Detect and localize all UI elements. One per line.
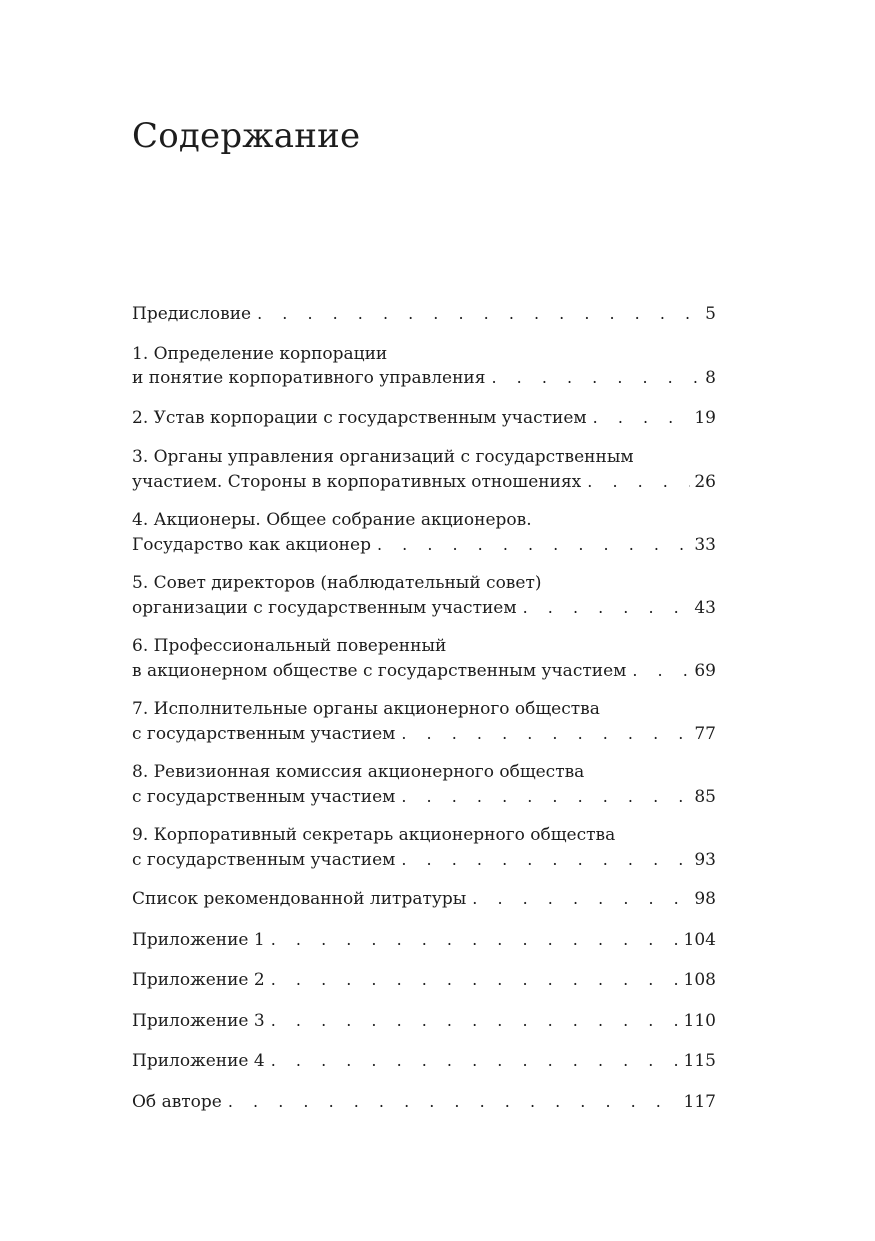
toc-page-number: 69 bbox=[694, 660, 716, 681]
dot-leader bbox=[395, 848, 690, 872]
toc-entry-title-line1: 4. Акционеры. Общее собрание акционеров. bbox=[132, 510, 532, 530]
toc-entry-title-line1: 3. Органы управления организаций с государственным bbox=[132, 447, 634, 467]
toc-entry-title: Приложение 3 bbox=[132, 1010, 265, 1031]
toc-entry-title: Приложение 1 bbox=[132, 929, 265, 950]
toc-page-number: 115 bbox=[683, 1051, 716, 1071]
page-title: Содержание bbox=[132, 116, 361, 156]
toc-entry[interactable] bbox=[132, 446, 716, 494]
toc-page-number: 93 bbox=[694, 849, 716, 870]
toc-page-number: 33 bbox=[694, 534, 716, 555]
dot-leader bbox=[626, 659, 690, 683]
dot-leader bbox=[265, 1009, 680, 1033]
toc-page-number: 77 bbox=[694, 723, 716, 744]
toc-page-number: 110 bbox=[683, 1010, 716, 1031]
toc-page-number: 8 bbox=[705, 368, 716, 388]
toc-entry-title: Список рекомендованной литратуры bbox=[132, 889, 467, 909]
toc-page-number: 104 bbox=[683, 929, 716, 950]
toc-entry-title: 2. Устав корпорации с государственным участием bbox=[132, 407, 587, 428]
toc-entry-title-line1: 7. Исполнительные органы акционерного общества bbox=[132, 699, 600, 719]
toc-page-number: 117 bbox=[683, 1091, 716, 1112]
toc-entry-title: с государственным участием bbox=[132, 786, 396, 807]
toc-entry[interactable] bbox=[132, 698, 716, 746]
toc-entry-title: Об авторе bbox=[132, 1091, 222, 1112]
toc-entry[interactable] bbox=[132, 302, 716, 327]
toc-entry[interactable] bbox=[132, 887, 716, 912]
toc-page-number: 5 bbox=[705, 304, 716, 324]
toc-entry-title: в акционерном обществе с государственным участием bbox=[132, 660, 627, 681]
toc-entry-title-line1: 6. Профессиональный поверенный bbox=[132, 636, 447, 656]
toc-entry[interactable] bbox=[132, 1009, 716, 1034]
dot-leader bbox=[517, 596, 691, 620]
dot-leader bbox=[265, 928, 680, 952]
toc-entry-title-line1: 5. Совет директоров (наблюдательный совет) bbox=[132, 573, 542, 593]
toc-entry[interactable] bbox=[132, 1090, 716, 1115]
toc-entry[interactable] bbox=[132, 1049, 716, 1074]
dot-leader bbox=[395, 785, 690, 809]
toc-entry-title-line1: 9. Корпоративный секретарь акционерного общества bbox=[132, 825, 616, 845]
dot-leader bbox=[466, 887, 690, 911]
toc-entry[interactable] bbox=[132, 824, 716, 872]
toc-entry-title: с государственным участием bbox=[132, 849, 396, 870]
table-of-contents bbox=[132, 302, 716, 1130]
toc-entry-title: Государство как акционер bbox=[132, 534, 371, 555]
toc-page-number: 108 bbox=[683, 970, 716, 990]
toc-entry-title: Приложение 4 bbox=[132, 1051, 265, 1071]
dot-leader bbox=[265, 1049, 680, 1073]
toc-entry[interactable] bbox=[132, 343, 716, 391]
toc-entry[interactable] bbox=[132, 509, 716, 557]
toc-entry[interactable] bbox=[132, 572, 716, 620]
toc-entry[interactable] bbox=[132, 406, 716, 431]
toc-entry-title: организации с государственным участием bbox=[132, 597, 517, 618]
toc-entry[interactable] bbox=[132, 968, 716, 993]
dot-leader bbox=[371, 533, 690, 557]
toc-entry[interactable] bbox=[132, 761, 716, 809]
toc-entry-title-line1: 1. Определение корпорации bbox=[132, 343, 388, 364]
toc-page-number: 43 bbox=[694, 597, 716, 618]
toc-entry[interactable] bbox=[132, 635, 716, 683]
toc-entry-title: Предисловие bbox=[132, 304, 252, 324]
toc-entry-title: с государственным участием bbox=[132, 723, 396, 744]
toc-entry[interactable] bbox=[132, 928, 716, 953]
toc-entry-title: участием. Стороны в корпоративных отношениях bbox=[132, 471, 582, 492]
dot-leader bbox=[395, 722, 690, 746]
toc-page-number: 85 bbox=[694, 786, 716, 807]
toc-page-number: 98 bbox=[694, 889, 716, 909]
dot-leader bbox=[485, 366, 701, 390]
toc-entry-title: и понятие корпоративного управления bbox=[132, 368, 486, 388]
dot-leader bbox=[222, 1090, 680, 1114]
dot-leader bbox=[251, 302, 701, 326]
toc-entry-title: Приложение 2 bbox=[132, 970, 265, 990]
dot-leader bbox=[265, 968, 680, 992]
dot-leader bbox=[581, 470, 690, 494]
dot-leader bbox=[587, 406, 691, 430]
toc-entry-title-line1: 8. Ревизионная комиссия акционерного общества bbox=[132, 762, 585, 782]
toc-page-number: 19 bbox=[694, 407, 716, 428]
toc-page-number: 26 bbox=[694, 471, 716, 492]
